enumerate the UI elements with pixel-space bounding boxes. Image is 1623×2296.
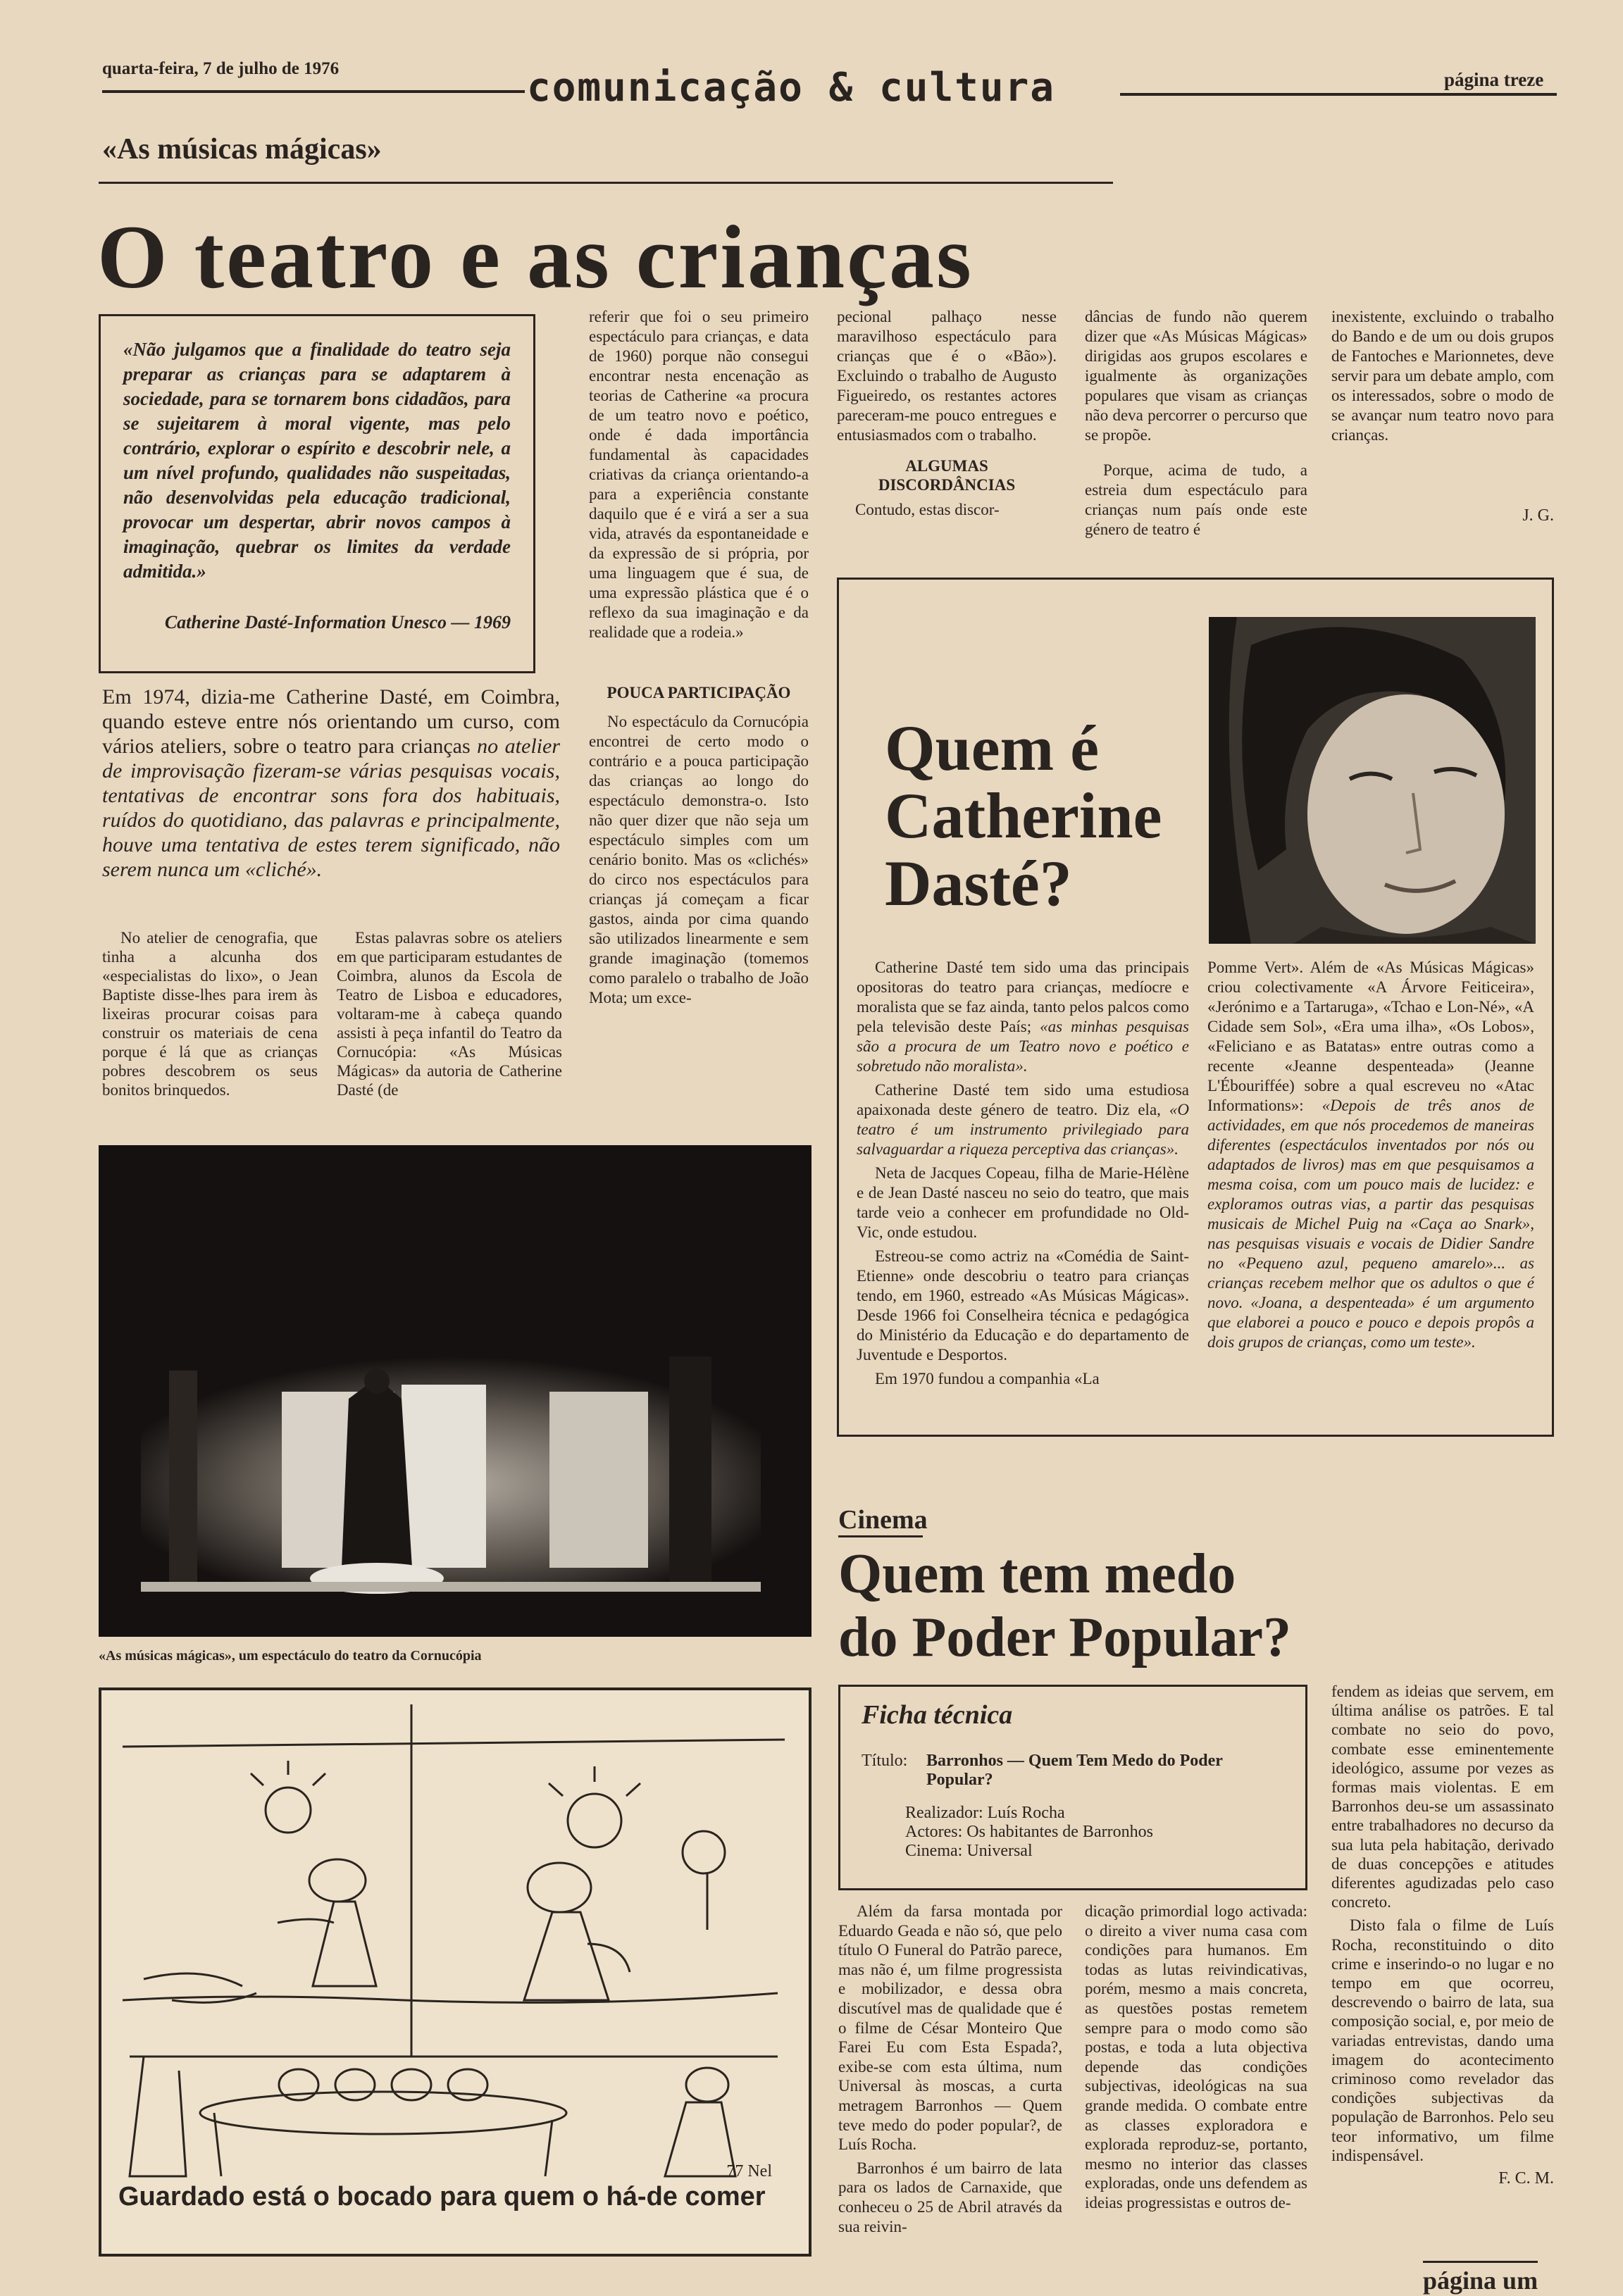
paragraph: pecional palhaço nesse maravilhoso espectáculo para crianças que é o «Bão»). Excluindo o trabalho de Augusto Figueiredo, os restantes actores pareceram-me pouco entregues e entusiasmados com o trabalho. xyxy=(837,308,1057,444)
paragraph: dicação primordial logo activada: o direito a viver numa casa com condições para humanos. Em todas as lutas reivindicativas, porém, mesmo a mais concreta, as questões postas remetem sempre para o modo como são postas, e toda a luta objectiva depende das condições subjectivas, ideológicas na sua grande medida. O combate entre as classes exploradora e explorada reproduz-se, portanto, mesmo no interior das classes exploradas, onde uns defendem as ideias progressistas e outros de- xyxy=(1085,1902,1307,2211)
cinema-headline xyxy=(838,1542,1291,1669)
credits-title-row xyxy=(862,1752,1284,1790)
paragraph: Em 1970 fundou a companhia «La xyxy=(875,1370,1100,1387)
article1-column-d xyxy=(837,307,1057,524)
portrait-photo xyxy=(1209,617,1536,944)
credits-cast: Actores: Os habitantes de Barronhos xyxy=(905,1823,1153,1841)
paragraph-italic: «Depois de três anos de actividades, em que nós procedemos de maneiras diferentes (espectáculos inventados por nós ou adaptados de livros) mas em que pesquisamos a mesma coisa, com um pouco mais de lucidez: e exploramos outras vias, a partir das pesquisas musicais de Michel Puig na «Caça ao Snark», nas pesquisas visuais e vocais de Didier Sandre no «Pequeno azul, pequeno amarelo»... as crianças recebem melhor que os adultos o que é novo. «Joana, a despenteada» é um argumento que elaborei a pouco e pouco e depois propôs a dois grupos de crianças, como um teste». xyxy=(1207,1097,1535,1351)
cinema-column-b xyxy=(1085,1902,1307,2217)
section-label-rule xyxy=(838,1535,923,1537)
header-rule-left xyxy=(102,90,525,93)
headline-line: do Poder Popular? xyxy=(838,1606,1292,1668)
paragraph xyxy=(857,958,1189,1076)
cartoon-panel xyxy=(99,1687,812,2257)
paragraph-italic: «O teatro é um instrumento privilegiado para salvaguardar a riqueza perceptiva das crianças». xyxy=(857,1101,1189,1158)
kicker-rule xyxy=(99,182,1113,184)
credits-film-title: Barronhos — Quem Tem Medo do Poder Popular? xyxy=(926,1752,1223,1789)
credits-cinema: Cinema: Universal xyxy=(905,1842,1033,1860)
quote-text: «Não julgamos que a finalidade do teatro seja preparar as crianças para se adaptarem à sociedade, para se tornarem bons cidadãos, para se sujeitarem à moral vigente, mas pelo contrário, explorar o espírito e descobrir nele, a um nível profundo, qualidades não suspeitadas, não desenvolvidas pela educação tradicional, provocar um despertar, abrir novos campos à imaginação, quebrar os limites da verdade admitida.» xyxy=(123,339,511,582)
paragraph: fendem as ideias que servem, em última análise os patrões. E tal combate no seio do povo, combate esse eminentemente ideológico, assume por vezes as formas mais violentas. E em Barronhos deu-se um assassinato entre trabalhadores no decurso da sua luta pela habitação, derivado de duas concepções e atitudes diferentes agudizadas pelo caso concreto. xyxy=(1331,1683,1554,1911)
cinema-column-a xyxy=(838,1902,1062,2240)
credits-title: Ficha técnica xyxy=(862,1700,1013,1730)
quote-box xyxy=(99,314,535,673)
cartoon-caption: Guardado está o bocado para quem o há-de comer xyxy=(118,2182,766,2211)
article-kicker: «As músicas mágicas» xyxy=(102,133,382,166)
signoff: J. G. xyxy=(1522,506,1554,525)
paragraph: Disto fala o filme de Luís Rocha, reconstituindo o dito crime e inserindo-o no lugar e no tempo em que ocorreu, descrevendo o bairro de lata, sua composição social, e, por meio de variadas entrevistas, dando uma imagem do acontecimento criminoso como revelador das condições subjectivas da população de Barronhos. Pelo seu teor informativo, um filme indispensável. xyxy=(1331,1916,1554,2164)
paragraph-italic: «as minhas pesquisas são a procura de um Teatro novo e poético e sobretudo não moralista». xyxy=(857,1018,1189,1075)
paragraph: Porque, acima de tudo, a estreia dum espectáculo para crianças num país onde este género de teatro é xyxy=(1085,461,1307,538)
cartoon-signature: 77 Nel xyxy=(726,2162,772,2180)
paragraph: Contudo, estas discor- xyxy=(855,501,1000,518)
paragraph: Neta de Jacques Copeau, filha de Marie-Hélène e de Jean Dasté nasceu no seio do teatro, que mais tarde veio a conhecer em profundidade no Old-Vic, onde estudou. xyxy=(857,1164,1189,1241)
lead-italic: no atelier de improvisação fizeram-se várias pesquisas vocais, tentativas de encontrar sons fora dos habituais, ruídos do quotidiano, das palavras e principalmente, houve uma tentativa de estes terem significado, não serem nunca um «cliché». xyxy=(102,735,560,881)
paragraph: No atelier de cenografia, que tinha a alcunha dos «especialistas do lixo», o Jean Baptiste disse-lhes para irem às lixeiras procurar coisas para construir os materiais de cena porque é lá que as crianças pobres descobrem os seus bonitos brinquedos. xyxy=(102,929,318,1099)
section-label: Cinema xyxy=(838,1505,928,1535)
headline-line: Quem tem medo xyxy=(838,1543,1236,1605)
page-number: página treze xyxy=(1444,69,1544,90)
cartoon-drawing xyxy=(101,1690,809,2254)
paragraph-plain: Catherine Dasté tem sido uma das principais opositoras do teatro para crianças, medíocre e moralista que se faz ainda, tanto pelos palcos como pela televisão deste País; xyxy=(857,959,1189,1035)
issue-date: quarta-feira, 7 de julho de 1976 xyxy=(102,59,340,78)
headline-line: Quem é xyxy=(885,712,1100,784)
subheading: ALGUMAS DISCORDÂNCIAS xyxy=(878,457,1016,494)
photo-caption: «As músicas mágicas», um espectáculo do teatro da Cornucópia xyxy=(99,1648,482,1664)
profile-column-b xyxy=(1207,958,1534,1356)
paragraph: Estreou-se como actriz na «Comédia de Saint-Etienne» onde descobriu o teatro para crianças tendo, em 1960, estreado «As Músicas Mágicas». Desde 1966 foi Conselheira técnica e pedagógica do Ministério da Educação e do departamento de Juventude e Desportos. xyxy=(857,1247,1189,1364)
paragraph xyxy=(857,1080,1189,1159)
subheading: POUCA PARTICIPAÇÃO xyxy=(607,684,791,701)
article-headline: O teatro e as crianças xyxy=(97,207,974,307)
lead-paragraph xyxy=(102,685,560,882)
stage-photo xyxy=(99,1145,812,1637)
paragraph: Estas palavras sobre os ateliers em que participaram estudantes de Coimbra, alunos da Escola de Teatro de Lisboa e educadores, voltaram-me à cabeça quando assisti à peça infantil do Teatro da Cornucópia: «As Músicas Mágicas» da autoria de Catherine Dasté (de xyxy=(337,929,562,1099)
article1-column-c xyxy=(589,307,809,1012)
article1-column-a xyxy=(102,928,318,1104)
paragraph: No espectáculo da Cornucópia encontrei de certo modo o contrário e a pouca participação das crianças ao longo do espectáculo demonstra-o. Isto não quer dizer que não seja um espectáculo simples com um cenário bonito. Mas os «clichés» do circo nos espectáculos para crianças já começam a ficar gastos, ainda por cima quando são utilizados linearmente e sem grande imaginação (tomemos como paralelo o trabalho de João Mota; um exce- xyxy=(589,713,809,1006)
paragraph: inexistente, excluindo o trabalho do Bando e de um ou dois grupos de Fantoches e Marionnetes, deve servir para um debate amplo, com os interessados, sobre o modo de se avançar num teatro novo para crianças. xyxy=(1331,308,1554,444)
paragraph: Barronhos é um bairro de lata para os lados de Carnaxide, que conheceu o 25 de Abril através da sua reivin- xyxy=(838,2159,1062,2235)
article1-column-f xyxy=(1331,307,1554,525)
paragraph xyxy=(1207,958,1534,1352)
signoff: F. C. M. xyxy=(1498,2169,1554,2188)
article1-column-b xyxy=(337,928,562,1104)
profile-column-a xyxy=(857,958,1189,1393)
lead-plain: Em 1974, dizia-me Catherine Dasté, em Coimbra, quando esteve entre nós orientando um curso, com vários ateliers, sobre o teatro para crianças xyxy=(102,685,560,758)
credits-box xyxy=(838,1685,1307,1890)
continued-on-page[interactable]: página um xyxy=(1423,2261,1538,2295)
paragraph-plain: Pomme Vert». Além de «As Músicas Mágicas» criou colectivamente «A Árvore Feiticeira», «Jerónimo e a Tartaruga», «Tchao e Lon-Né», «A Cidade sem Sol», «Era uma ilha», «Os Lobos», «Feliciano e as Batatas» entre outras como a recente «Jeanne despenteada» (Jeanne L'Ébouriffée) sobre a qual escreveu no «Atac Informations»: xyxy=(1207,959,1534,1114)
article1-column-e xyxy=(1085,307,1307,544)
paragraph: Além da farsa montada por Eduardo Geada e não só, que pelo título O Funeral do Patrão parece, mas não é, um filme progressista e mobilizador, e dessa obra discutível mas de qualidade que é o filme de César Monteiro Que Farei Eu com Esta Espada?, exibe-se com esta última, num Universal às moscas, a curta metragem Barronhos — Quem teve medo do poder popular?, de Luís Rocha. xyxy=(838,1902,1062,2154)
paragraph-plain: Catherine Dasté tem sido uma estudiosa apaixonada deste género de teatro. Diz ela, xyxy=(857,1081,1189,1118)
headline-line: Catherine xyxy=(885,780,1162,851)
credits-director: Realizador: Luís Rocha xyxy=(905,1804,1065,1822)
profile-headline xyxy=(885,714,1162,917)
paragraph: referir que foi o seu primeiro espectáculo para crianças, e data de 1960) porque não consegui encontrar nesta encenação as teorias de Catherine «a procura de um teatro novo e poético, onde é dada importância fundamental às capacidades criativas da criança orientando-a para a experiência constante daquilo que é e virá a ser a sua vida, através da espontaneidade e da expressão de si própria, por uma linguagem que é sua, de uma expressão plástica que é o reflexo da sua imaginação e da realidade que a rodeia.» xyxy=(589,308,809,641)
paragraph: dâncias de fundo não querem dizer que «As Músicas Mágicas» dirigidas aos grupos escolares e igualmente às organizações populares que visam as crianças não deva percorrer o percurso que se propõe. xyxy=(1085,308,1307,444)
credits-label: Título: xyxy=(862,1752,908,1770)
section-title: comunicação & cultura xyxy=(527,65,1056,111)
header-rule-right xyxy=(1120,93,1557,96)
quote-source: Catherine Dasté-Information Unesco — 1969 xyxy=(164,612,511,632)
cinema-column-c xyxy=(1331,1682,1554,2188)
headline-line: Dasté? xyxy=(885,847,1072,919)
